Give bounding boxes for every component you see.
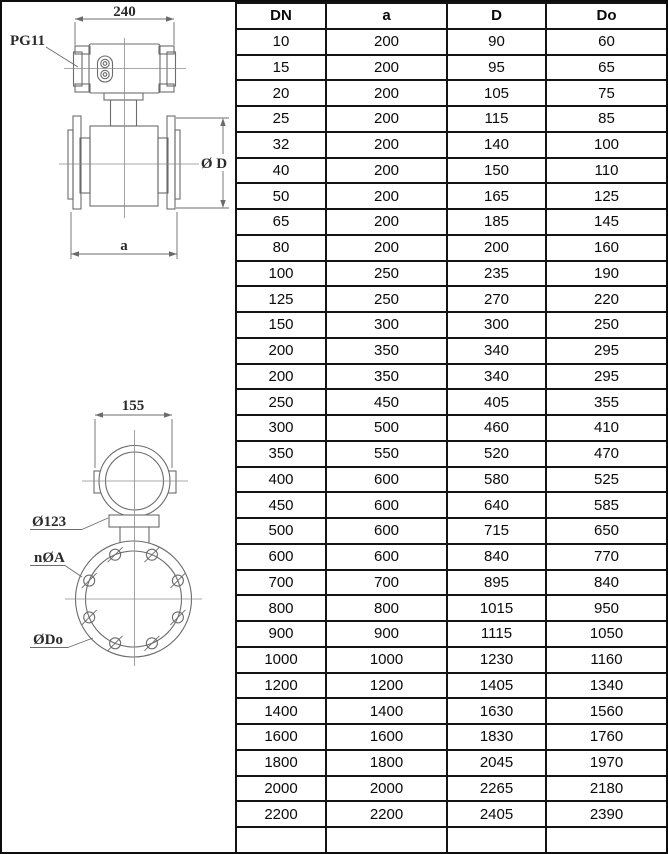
table-cell: 405 xyxy=(447,389,546,415)
table-cell: 200 xyxy=(326,106,447,132)
table-cell: 20 xyxy=(236,80,326,106)
head-diameter-label: Ø123 xyxy=(32,514,67,530)
table-cell: 165 xyxy=(447,183,546,209)
table-body xyxy=(236,29,667,853)
table-cell xyxy=(236,827,326,853)
table-cell: 2180 xyxy=(546,776,667,802)
table-cell: 700 xyxy=(326,570,447,596)
table-cell: 410 xyxy=(546,415,667,441)
arrowhead-icon xyxy=(220,118,225,126)
table-row xyxy=(236,801,667,827)
table-header xyxy=(236,3,667,29)
table-cell: 715 xyxy=(447,518,546,544)
table-row xyxy=(236,80,667,106)
arrowhead-icon xyxy=(164,412,172,417)
table-row xyxy=(236,621,667,647)
table-cell: 110 xyxy=(546,158,667,184)
table-row xyxy=(236,570,667,596)
terminal-plate xyxy=(98,56,113,82)
table-cell: 50 xyxy=(236,183,326,209)
table-row xyxy=(236,827,667,853)
table-cell: 550 xyxy=(326,441,447,467)
table-cell: 95 xyxy=(447,55,546,81)
table-cell: 1400 xyxy=(326,698,447,724)
table-cell: 1015 xyxy=(447,595,546,621)
table-row xyxy=(236,518,667,544)
table-cell: 800 xyxy=(326,595,447,621)
table-cell: 1160 xyxy=(546,647,667,673)
table-cell: 900 xyxy=(326,621,447,647)
table-cell: 900 xyxy=(236,621,326,647)
table-row xyxy=(236,492,667,518)
table-cell: 200 xyxy=(236,338,326,364)
table-cell: 700 xyxy=(236,570,326,596)
table-cell: 2000 xyxy=(236,776,326,802)
arrowhead-icon xyxy=(220,200,225,208)
dim-240-label: 240 xyxy=(113,4,136,20)
table-cell: 40 xyxy=(236,158,326,184)
table-cell: 500 xyxy=(236,518,326,544)
table-cell: 1000 xyxy=(236,647,326,673)
table-row xyxy=(236,364,667,390)
table-cell: 190 xyxy=(546,261,667,287)
table-cell: 600 xyxy=(236,544,326,570)
converter-head-front xyxy=(94,446,176,528)
table-cell: 125 xyxy=(546,183,667,209)
table-cell: 1230 xyxy=(447,647,546,673)
table-cell: 160 xyxy=(546,235,667,261)
table-cell: 470 xyxy=(546,441,667,467)
table-cell: 2390 xyxy=(546,801,667,827)
table-cell: 300 xyxy=(326,312,447,338)
table-cell: 2200 xyxy=(326,801,447,827)
table-cell: 340 xyxy=(447,364,546,390)
table-cell: 1600 xyxy=(326,724,447,750)
arrowhead-icon xyxy=(71,251,79,256)
table-row xyxy=(236,776,667,802)
sensor-body xyxy=(68,116,180,209)
table-row xyxy=(236,55,667,81)
table-cell: 90 xyxy=(447,29,546,55)
table-row xyxy=(236,338,667,364)
dimension-table xyxy=(235,2,668,854)
table-row xyxy=(236,595,667,621)
table-cell: 75 xyxy=(546,80,667,106)
table-cell: 585 xyxy=(546,492,667,518)
bolt-circle-label: nØA xyxy=(34,550,65,566)
table-cell: 1970 xyxy=(546,750,667,776)
table-cell: 200 xyxy=(326,209,447,235)
table-cell: 295 xyxy=(546,338,667,364)
table-cell: 640 xyxy=(447,492,546,518)
table-cell: 1830 xyxy=(447,724,546,750)
table-cell: 350 xyxy=(326,364,447,390)
table-cell: 450 xyxy=(236,492,326,518)
table-cell: 80 xyxy=(236,235,326,261)
table-row xyxy=(236,698,667,724)
table-cell: 1340 xyxy=(546,673,667,699)
table-cell: 1050 xyxy=(546,621,667,647)
column-header-a: a xyxy=(326,3,447,29)
table-cell: 525 xyxy=(546,467,667,493)
table-cell: 1200 xyxy=(326,673,447,699)
table-cell: 340 xyxy=(447,338,546,364)
table-row xyxy=(236,183,667,209)
table-cell: 400 xyxy=(236,467,326,493)
table-header-row xyxy=(236,3,667,29)
table-cell: 1000 xyxy=(326,647,447,673)
table-row xyxy=(236,286,667,312)
table-cell: 200 xyxy=(326,55,447,81)
table-cell: 200 xyxy=(326,158,447,184)
table-cell: 270 xyxy=(447,286,546,312)
table-cell: 600 xyxy=(326,467,447,493)
table-cell: 150 xyxy=(236,312,326,338)
table-cell: 450 xyxy=(326,389,447,415)
table-row xyxy=(236,724,667,750)
table-cell: 125 xyxy=(236,286,326,312)
table-cell: 200 xyxy=(326,80,447,106)
arrowhead-icon xyxy=(169,251,177,256)
table-cell: 65 xyxy=(236,209,326,235)
table-row xyxy=(236,132,667,158)
table-cell: 10 xyxy=(236,29,326,55)
table-cell: 115 xyxy=(447,106,546,132)
table-cell: 250 xyxy=(326,261,447,287)
table-cell: 185 xyxy=(447,209,546,235)
table-cell: 200 xyxy=(236,364,326,390)
arrowhead-icon xyxy=(95,412,103,417)
table-cell: 350 xyxy=(326,338,447,364)
table-cell: 200 xyxy=(326,29,447,55)
table-cell: 770 xyxy=(546,544,667,570)
table-cell: 1760 xyxy=(546,724,667,750)
table-cell: 1600 xyxy=(236,724,326,750)
table-cell: 300 xyxy=(236,415,326,441)
table-cell: 800 xyxy=(236,595,326,621)
table-cell: 300 xyxy=(447,312,546,338)
table-cell: 1405 xyxy=(447,673,546,699)
side-view-drawing xyxy=(46,16,229,259)
table-cell: 85 xyxy=(546,106,667,132)
table-cell: 150 xyxy=(447,158,546,184)
table-cell: 32 xyxy=(236,132,326,158)
table-cell xyxy=(546,827,667,853)
table-cell: 250 xyxy=(546,312,667,338)
table-cell: 580 xyxy=(447,467,546,493)
table-cell: 350 xyxy=(236,441,326,467)
table-cell: 1630 xyxy=(447,698,546,724)
table-cell: 105 xyxy=(447,80,546,106)
table-cell: 600 xyxy=(326,492,447,518)
table-cell: 1800 xyxy=(326,750,447,776)
table-cell: 840 xyxy=(546,570,667,596)
table-row xyxy=(236,647,667,673)
table-row xyxy=(236,29,667,55)
table-cell xyxy=(326,827,447,853)
table-row xyxy=(236,389,667,415)
table-cell: 200 xyxy=(326,183,447,209)
column-header-dn: DN xyxy=(236,3,326,29)
arrowhead-icon xyxy=(75,16,83,21)
table-cell: 650 xyxy=(546,518,667,544)
table-cell: 235 xyxy=(447,261,546,287)
table-cell: 1560 xyxy=(546,698,667,724)
dim-155-label: 155 xyxy=(121,398,145,414)
column-header-do: Do xyxy=(546,3,667,29)
table-row xyxy=(236,106,667,132)
table-row xyxy=(236,312,667,338)
table-cell: 200 xyxy=(326,235,447,261)
table-cell: 895 xyxy=(447,570,546,596)
table-row xyxy=(236,544,667,570)
table-cell: 2000 xyxy=(326,776,447,802)
table-cell xyxy=(447,827,546,853)
table-cell: 1115 xyxy=(447,621,546,647)
front-view-drawing xyxy=(30,412,202,666)
table-cell: 295 xyxy=(546,364,667,390)
table-cell: 2265 xyxy=(447,776,546,802)
table-row xyxy=(236,261,667,287)
table-cell: 840 xyxy=(447,544,546,570)
table-row xyxy=(236,673,667,699)
table-panel xyxy=(235,2,666,852)
table-cell: 140 xyxy=(447,132,546,158)
table-cell: 1200 xyxy=(236,673,326,699)
column-header-d: D xyxy=(447,3,546,29)
table-cell: 600 xyxy=(326,544,447,570)
table-row xyxy=(236,750,667,776)
table-cell: 355 xyxy=(546,389,667,415)
table-cell: 250 xyxy=(236,389,326,415)
table-cell: 15 xyxy=(236,55,326,81)
table-cell: 520 xyxy=(447,441,546,467)
table-row xyxy=(236,158,667,184)
table-cell: 600 xyxy=(326,518,447,544)
table-row xyxy=(236,235,667,261)
converter-neck xyxy=(104,93,143,126)
table-cell: 200 xyxy=(447,235,546,261)
table-cell: 2405 xyxy=(447,801,546,827)
table-cell: 250 xyxy=(326,286,447,312)
table-row xyxy=(236,209,667,235)
flange-diameter-label: ØDo xyxy=(33,632,63,648)
arrowhead-icon xyxy=(166,16,174,21)
right-flange xyxy=(175,130,180,199)
table-cell: 500 xyxy=(326,415,447,441)
table-row xyxy=(236,441,667,467)
table-cell: 220 xyxy=(546,286,667,312)
table-cell: 1400 xyxy=(236,698,326,724)
left-flange xyxy=(68,130,73,199)
table-cell: 65 xyxy=(546,55,667,81)
table-cell: 950 xyxy=(546,595,667,621)
table-cell: 1800 xyxy=(236,750,326,776)
technical-drawings xyxy=(2,2,235,852)
dim-a-label: a xyxy=(120,238,128,254)
dim-diameter-label: Ø D xyxy=(200,156,228,172)
table-cell: 200 xyxy=(326,132,447,158)
table-cell: 460 xyxy=(447,415,546,441)
drawing-panel xyxy=(2,2,235,852)
pg11-label: PG11 xyxy=(10,33,46,49)
table-cell: 2045 xyxy=(447,750,546,776)
table-cell: 25 xyxy=(236,106,326,132)
table-cell: 100 xyxy=(236,261,326,287)
table-row xyxy=(236,415,667,441)
table-cell: 2200 xyxy=(236,801,326,827)
table-cell: 60 xyxy=(546,29,667,55)
table-row xyxy=(236,467,667,493)
table-cell: 100 xyxy=(546,132,667,158)
table-cell: 145 xyxy=(546,209,667,235)
